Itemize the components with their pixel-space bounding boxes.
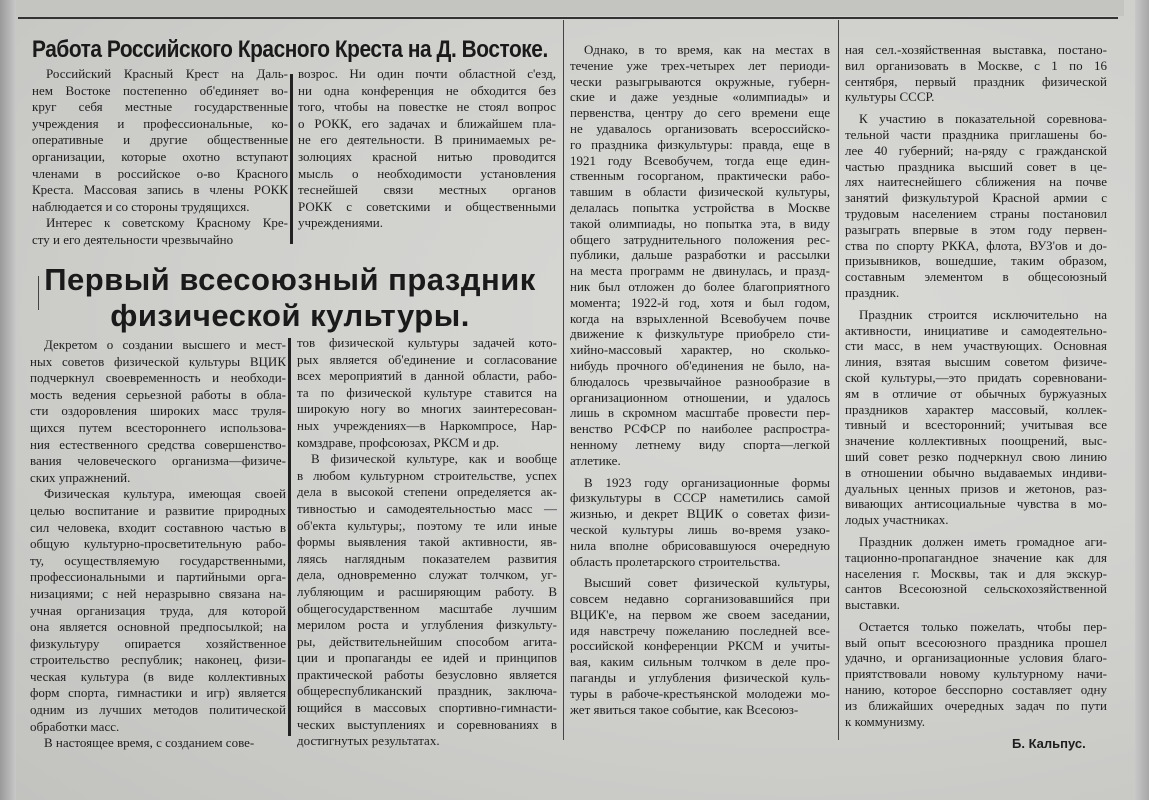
text-line: ческих выступлениях и соревнованиях в	[297, 716, 557, 732]
text-line: золюциях красной нитью проводится	[298, 148, 556, 164]
text-line: одним из лучших методов политической	[30, 702, 286, 718]
paragraph	[30, 735, 286, 752]
text-line: совсем недавно сорганизовавшийся при	[570, 591, 830, 607]
text-line: круг себя местные государственные	[32, 99, 288, 115]
text-line: обработки масс.	[30, 718, 120, 734]
text-line: ям в отличие от обычных буржуазных	[845, 385, 1107, 401]
text-line: ник был отложен до более благоприятного	[570, 278, 830, 294]
author-signature: Б. Кальпус.	[1012, 736, 1086, 751]
text-line: лишь в скромном масштабе провести пер-	[570, 405, 830, 421]
text-line: общего затруднительного положения рес-	[570, 231, 830, 247]
text-line: не его деятельности. В принимаемых ре-	[298, 132, 556, 148]
text-line: жет явиться такое событие, как Всесоюз-	[570, 701, 799, 717]
text-line: комздраве, профсоюзах, РКСМ и др.	[297, 434, 500, 450]
text-line: ту, осуществляемую государственными,	[30, 552, 286, 568]
paragraph	[570, 475, 830, 570]
article1-headline-area	[32, 36, 548, 64]
text-line: ненному летнему виду спорта—легкой	[570, 436, 830, 452]
text-line: профессиональными и партийными орга-	[30, 569, 286, 585]
text-line: РОКК с советскими и общественными	[298, 198, 556, 214]
text-line: общегосударственном масштабе лучшим	[297, 600, 557, 616]
text-line: область пролетарского строительства.	[570, 553, 781, 569]
text-line: сту и его деятельности чрезвычайно	[32, 231, 234, 247]
text-line: мерилом роста и углубления физкульту-	[297, 617, 557, 633]
text-line: публики, дальше разработки и рассылки	[570, 247, 830, 263]
article2-column-2	[297, 335, 557, 750]
text-line: на места программ не двинулась, и празд-	[570, 263, 830, 279]
text-line: лее 40 губерний; на-ряду с гражданской	[845, 142, 1107, 158]
text-line: в любом культурном строительстве, успех	[297, 467, 557, 483]
article2-headline-line1: Первый всесоюзный праздник	[44, 262, 536, 297]
text-line: блюдалось чрезвычайное разнообразие в	[570, 373, 830, 389]
text-line: нанию, которое бесспорно составляет одну	[845, 682, 1107, 698]
text-line: хийно-массовый характер, но сколько-	[570, 342, 830, 358]
text-line: В настоящее время, с созданием сове-	[44, 735, 255, 751]
text-line: Однако, в то время, как на местах в	[584, 42, 830, 57]
text-line: она является основной предпосылкой; на	[30, 619, 286, 635]
text-line: мысль о необходимости установления	[298, 165, 556, 181]
text-line: туры в рабоче-крестьянской молодежи мо-	[570, 685, 830, 701]
text-line: Физическая культура, имеющая своей	[44, 486, 286, 502]
article2-headline-line2: физической культуры.	[110, 298, 470, 333]
text-line: ных учреждениях—в Наркомпросе, Нар-	[297, 417, 557, 433]
article2-column-3	[570, 42, 830, 717]
text-line: активности, инициативе и самодеятельно-	[845, 322, 1107, 338]
text-line: российской конференции РКСМ и учиты-	[570, 638, 830, 654]
text-line: жизнью, и декрет ВЦИК о советах физи-	[570, 506, 830, 522]
text-line: приятствовали новому культурному начи-	[845, 666, 1107, 682]
text-line: ВЦИК'е, на первом же своем заседании,	[570, 606, 830, 622]
text-line: ния естественного средства совершенство-	[30, 436, 286, 452]
text-line: широкую ногу во многих заинтересован-	[297, 401, 557, 417]
column-rule	[838, 20, 839, 740]
text-line: дела, одновременно служат толчком, уг-	[297, 567, 557, 583]
text-line: когда на взрыхленной Всевобучем почве	[570, 310, 830, 326]
text-line: ший совет резко подчеркнул свою линию	[845, 448, 1107, 464]
text-line: сти масс, в нем участвующих. Основная	[845, 338, 1107, 354]
text-line: атлетике.	[570, 452, 621, 468]
article2-column-4	[845, 42, 1107, 729]
text-line: физкультуры в СССР наметились самой	[570, 490, 830, 506]
text-line: дуальных ценных призов и жетонов, раз-	[845, 480, 1107, 496]
text-line: та по физической культуре ставится на	[297, 384, 557, 400]
text-line: частью праздника высший совет в це-	[845, 158, 1107, 174]
text-line: ная сел.-хозяйственная выставка, постано-	[845, 42, 1107, 57]
text-line: Праздник строится исключительно на	[859, 306, 1107, 322]
text-line: тивностью и самодеятельностью масс —	[297, 500, 557, 516]
text-line: наблюдается и со стороны трудящихся.	[32, 198, 250, 214]
text-line: ческая культура (в виде коллективных	[30, 668, 286, 684]
text-line: вания человеческого организма—физиче-	[30, 453, 286, 469]
text-line: оперативные и другие общественные	[32, 132, 288, 148]
text-line: трудовым населением страны постановил	[845, 205, 1107, 221]
text-line: чески разыгрываются окружные, губерн-	[570, 73, 830, 89]
text-line: венство РСФСР по наиболее распростра-	[570, 421, 830, 437]
text-line: того, чтобы на повестке не стоял вопрос	[298, 99, 556, 115]
text-line: призывников, вошедшие, таким образом,	[845, 253, 1107, 269]
text-line: Российский Красный Крест на Даль-	[46, 66, 288, 81]
text-line: момента; 1922-й год, хотя и был годом,	[570, 294, 830, 310]
text-line: течение уже трех-четырех лет периоди-	[570, 57, 830, 73]
text-line: Высший совет физической культуры,	[584, 575, 830, 591]
text-line: ры, действительнейшим способом агита-	[297, 633, 557, 649]
text-line: го праздника физкультуры: правда, еще в	[570, 136, 830, 152]
paragraph	[845, 534, 1107, 613]
text-line: организации, которые охотно вступают	[32, 148, 288, 164]
text-line: вил организовать в Москве, с 1 по 16	[845, 57, 1107, 73]
paragraph	[845, 619, 1107, 730]
text-line: ских упражнений.	[30, 469, 131, 485]
text-line: К участию в показательной соревнова-	[859, 111, 1107, 127]
text-line: форм спорта, гимнастики и игр) является	[30, 685, 286, 701]
text-line: составным элементом в общесоюзный	[845, 269, 1107, 285]
text-line: организационном отношении, и удалось	[570, 389, 830, 405]
text-line: движение к физкультуре приобрело сти-	[570, 326, 830, 342]
text-line: об'екта культуры;, поэтому те или иные	[297, 517, 557, 533]
text-line: паганды и углубления физической куль-	[570, 670, 830, 686]
text-line: вая, каким сильным толчком в деле про-	[570, 654, 830, 670]
paragraph	[570, 575, 830, 717]
text-line: к коммунизму.	[845, 713, 925, 729]
text-line: щихся путем всестороннего использова-	[30, 419, 286, 435]
text-line: В физической культуре, как и вообще	[311, 451, 557, 467]
text-line: нибудь прочного об'единения не было, на-	[570, 357, 830, 373]
article2-column-1	[30, 337, 286, 752]
right-page-edge	[1135, 0, 1149, 800]
text-line: сентября, первый праздник физической	[845, 73, 1107, 89]
text-line: общую культурно-просветительную рабо-	[30, 536, 286, 552]
paragraph	[30, 486, 286, 735]
text-line: лодых участниках.	[845, 512, 949, 528]
text-line: сти оздоровления широких масс труля-	[30, 403, 286, 419]
text-line: разыграть впервые в этом году первен-	[845, 221, 1107, 237]
text-line: лубляющим и расширяющим работу. В	[297, 583, 557, 599]
text-line: целью воспитание и развитие природных	[30, 502, 286, 518]
text-line: рых является об'единение и согласование	[297, 351, 557, 367]
text-line: Праздник должен иметь громадное аги-	[859, 533, 1107, 549]
text-line: праздников характер массовый, коллек-	[845, 401, 1107, 417]
text-line: подчеркнул своевременность и необходи-	[30, 370, 286, 386]
top-rule	[18, 17, 1118, 19]
text-line: в отношении обычно выдаваемых индиви-	[845, 464, 1107, 480]
text-line: такой олимпиады, но попытка эта, в виду	[570, 215, 830, 231]
top-strip	[14, 0, 1124, 16]
text-line: тавшим в области физической культуры,	[570, 184, 830, 200]
text-line: мость ведения серьезной работы в обла-	[30, 386, 286, 402]
paragraph	[297, 335, 557, 451]
text-line: В 1923 году организационные формы	[584, 474, 830, 490]
text-line: сил человека, входит составною частью в	[30, 519, 286, 535]
paragraph	[297, 451, 557, 750]
text-line: делалась попытка устройства в Москве	[570, 199, 830, 215]
text-line: 1921 году Всевобучем, тогда еще един-	[570, 152, 830, 168]
paragraph	[32, 66, 288, 215]
text-line: занятий физкультурой Красной армии с	[845, 190, 1107, 206]
article1-headline: Работа Российского Красного Креста на Д. Востоке.	[32, 36, 548, 63]
text-line: формы выявления такой активности, яв-	[297, 534, 557, 550]
text-line: вый опыт всесоюзного праздника прошел	[845, 634, 1107, 650]
text-line: всех мероприятий в данной области, рабо-	[297, 368, 557, 384]
text-line: ных советов физической культуры ВЦИК	[30, 353, 286, 369]
text-line: из ближайших очередных задач по пути	[845, 697, 1107, 713]
text-line: Креста. Массовая запись в члены РОКК	[32, 182, 288, 198]
left-page-edge	[0, 0, 16, 800]
paragraph	[845, 111, 1107, 301]
text-line: ской культуры,—это придать соревновани-	[845, 369, 1107, 385]
text-line: нила вполне обрисовавшуюся очередную	[570, 537, 830, 553]
text-line: физкультуру опирается хозяйственное	[30, 635, 286, 651]
text-line: учреждениями.	[298, 215, 384, 231]
text-line: низациями; с ней неразрывно связана на-	[30, 585, 286, 601]
paragraph	[32, 215, 288, 248]
text-line: общереспубликанский праздник, заключа-	[297, 683, 557, 699]
text-line: ческой культуры лишь во-время узако-	[570, 521, 830, 537]
paragraph	[845, 307, 1107, 528]
paragraph	[570, 42, 830, 469]
text-line: ни одна конференция не обходится без	[298, 82, 556, 98]
text-line: ственным госорганом, практически рабо-	[570, 168, 830, 184]
text-line: учная организация труда, для которой	[30, 602, 286, 618]
paragraph	[30, 337, 286, 486]
text-line: культуры СССР.	[845, 89, 935, 105]
text-line: населения г. Москвы, так и для экскур-	[845, 565, 1107, 581]
text-line: Остается только пожелать, чтобы пер-	[859, 618, 1107, 634]
text-line: вивающих антисоциальные чувства в мо-	[845, 496, 1107, 512]
text-line: первенства, центру до сего времени еще	[570, 105, 830, 121]
text-line: не удавалось организовать всероссийско-	[570, 120, 830, 136]
text-line: строительство республик; наконец, физи-	[30, 652, 286, 668]
text-line: ции и пропаганды ее идей и принципов	[297, 650, 557, 666]
text-line: значение коллективных поощрений, выс-	[845, 433, 1107, 449]
text-line: членами в российское о-во Красного	[32, 165, 288, 181]
text-line: праздник.	[845, 284, 900, 300]
text-line: Декретом о создании высшего и мест-	[44, 337, 286, 352]
paragraph	[845, 42, 1107, 105]
text-line: учреждения и профессиональные, ко-	[32, 115, 288, 131]
paragraph	[298, 66, 556, 232]
text-line: тационно-пропагандное значение как для	[845, 549, 1107, 565]
box-rule	[290, 74, 293, 244]
text-line: тов физической культуры задачей кото-	[297, 335, 557, 350]
text-line: удачно, и организационные условия благо-	[845, 650, 1107, 666]
text-line: идя навстречу пожеланию последней все-	[570, 622, 830, 638]
text-line: теснейшей связи местных органов	[298, 182, 556, 198]
text-line: Интерес к советскому Красному Кре-	[46, 215, 288, 231]
text-line: практической работы безусловно является	[297, 666, 557, 682]
text-line: ства по спорту РККА, флота, ВУЗ'ов и до-	[845, 237, 1107, 253]
column-rule-thick	[288, 338, 291, 736]
text-line: тивный и всесторонний; учитывая все	[845, 417, 1107, 433]
article1-column-2	[298, 66, 556, 232]
text-line: выставки.	[845, 597, 900, 613]
text-line: ющийся в массовых спортивно-гимнасти-	[297, 700, 557, 716]
text-line: достигнутых результатах.	[297, 733, 440, 749]
column-rule	[563, 20, 564, 740]
text-line: нем Востоке постепенно об'единяет во-	[32, 82, 288, 98]
text-line: возрос. Ни один почти областной с'езд,	[298, 66, 556, 81]
text-line: тельной части праздника приглашены бо-	[845, 126, 1107, 142]
text-line: о РОКК, его задачах и ближайшем пла-	[298, 115, 556, 131]
text-line: ляясь наглядным показателем развития	[297, 550, 557, 566]
text-line: дела в высокой степени определяется ак-	[297, 484, 557, 500]
article2-headline	[30, 262, 550, 334]
text-line: лях наитеснейшего сближения на почве	[845, 174, 1107, 190]
text-line: ские и даже уездные «олимпиады» и	[570, 89, 830, 105]
text-line: сантов Всесоюзной сельскохозяйственной	[845, 581, 1107, 597]
article1-column-1	[32, 66, 288, 249]
text-line: линия, взятая высшим советом физиче-	[845, 354, 1107, 370]
